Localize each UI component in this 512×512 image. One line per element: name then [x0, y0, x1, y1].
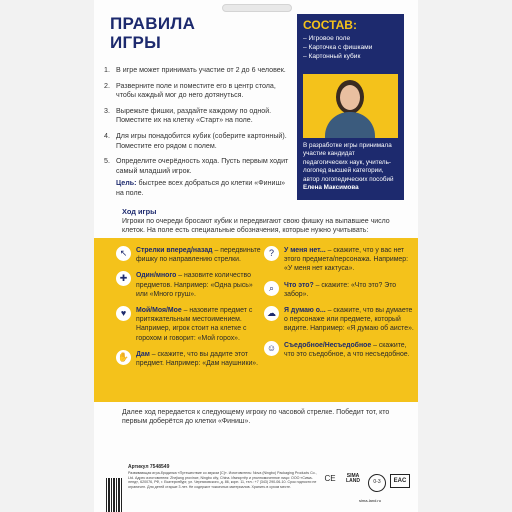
legal-text: Развивающая игра-бродилка «Путешествие со звуком [С]». Изготовитель: Nova (Ningbo) Packaging Products Co., Ltd. Адрес изготовителя: Zhejiang province, Ningbo city, China. Импортёр и уполномоченное лицо: ООО «Сима-ленд», 620076, РФ, г. Екатеринбург, ул. Черняховского, д. 86, корп. 11, тел.: +7 (343) 290-06-10. Срок годности не ограничен. Для детей старше 3 лет. Не содержит токсичных материалов. Хранить в сухом месте.: [128, 471, 317, 489]
sign-i-think: ☁ Я думаю о... – скажите, что вы думаете о персонаже или предмете, который видите. Например: «Я думаю об аисте».: [264, 306, 414, 334]
list-item: – Игровое поле: [303, 34, 398, 43]
author-name: Елена Максимова: [303, 184, 359, 192]
thought-cloud-icon: ☁: [264, 306, 279, 321]
sima-land-logo: SIMA LAND: [346, 473, 360, 484]
barcode: [106, 478, 122, 512]
list-item: – Картонный кубик: [303, 52, 398, 61]
signs-left-column: [116, 246, 266, 375]
author-bio: В разработке игры принимала участие кандидат педагогических наук, учитель-логопед высшей категории, автор логопедических пособий Елена Максимова: [303, 142, 401, 192]
rule-item: 4. Для игры понадобится кубик (соберите картонный). Поместите его рядом с полем.: [104, 131, 287, 150]
smile-icon: ☺: [264, 341, 279, 356]
rule-item: 5. Определите очерёдность хода. Пусть первым ходит самый младший игрок.: [104, 157, 289, 175]
special-signs-panel: [94, 238, 418, 402]
shoulders: [325, 112, 375, 138]
move-heading: Ход игры: [122, 207, 157, 216]
hand-icon: ✋: [116, 350, 131, 365]
footer: [94, 428, 418, 512]
eac-mark-icon: EAC: [390, 474, 410, 488]
sign-i-have-no: ? У меня нет... – скажите, что у вас нет этого предмета/персонажа. Например: «У меня нет кактуса».: [264, 246, 414, 274]
game-rules-card: [94, 0, 418, 512]
certification-logos: [322, 474, 412, 510]
page-title: ПРАВИЛА ИГРЫ: [110, 14, 196, 52]
question-icon: ?: [264, 246, 279, 261]
composition-heading: СОСТАВ:: [303, 18, 357, 32]
goal-text: Цель: быстрее всех добраться до клетки «Финиш» на поле.: [116, 179, 286, 197]
article-number: Артикул 7548549: [128, 464, 170, 470]
composition-panel: [297, 14, 404, 200]
age-warning-icon: 0-3: [368, 474, 386, 492]
face: [340, 85, 360, 110]
sign-arrows: ↖ Стрелки вперед/назад – передвиньте фишку по направлению стрелки.: [116, 246, 266, 264]
sign-edible: ☺ Съедобное/Несъедобное – скажите, что это съедобное, а что несъедобное.: [264, 341, 414, 359]
author-photo: [303, 74, 398, 138]
composition-list: [297, 34, 404, 62]
after-text: Далее ход передается к следующему игроку по часовой стрелке. Победит тот, кто первым доберётся до клетки «Финиш».: [122, 409, 390, 426]
magnifier-icon: ⌕: [264, 281, 279, 296]
arrow-icon: ↖: [116, 246, 131, 261]
move-text: Игроки по очереди бросают кубик и передвигают свою фишку на выпавшее число клеток. На поле есть специальные обозначения, которые нужно учитывать:: [122, 218, 390, 235]
site-url: sima-land.ru: [358, 498, 381, 503]
signs-right-column: [264, 246, 414, 366]
list-item: – Карточка с фишками: [303, 43, 398, 52]
rules-list: [104, 66, 294, 205]
rule-item: 3. Вырежьте фишки, раздайте каждому по одной. Поместите их на клетку «Старт» на поле.: [104, 106, 272, 125]
sign-give: ✋ Дам – скажите, что вы дадите этот предмет. Например: «Дам наушники».: [117, 350, 259, 368]
sign-one-many: ✚ Один/много – назовите количество предметов. Например: «Одна рысь» или «Много груш».: [116, 271, 266, 299]
rule-item: 1. В игре может принимать участие от 2 до 6 человек.: [104, 66, 286, 74]
heart-icon: ♥: [116, 306, 131, 321]
plus-icon: ✚: [116, 271, 131, 286]
rule-item: 2. Разверните поле и поместите его в центр стола, чтобы каждый мог до него дотянуться.: [104, 81, 276, 100]
ce-mark-icon: CE: [324, 474, 336, 483]
sign-what-is-it: ⌕ Что это? – скажите: «Что это? Это забор».: [264, 281, 414, 299]
sign-mine: ♥ Мой/Моя/Мое – назовите предмет с притяжательным местоимением. Например, игрок стоит на клетке с горохом и говорит: «Мой горох».: [116, 306, 266, 343]
hang-hole: [222, 4, 292, 12]
